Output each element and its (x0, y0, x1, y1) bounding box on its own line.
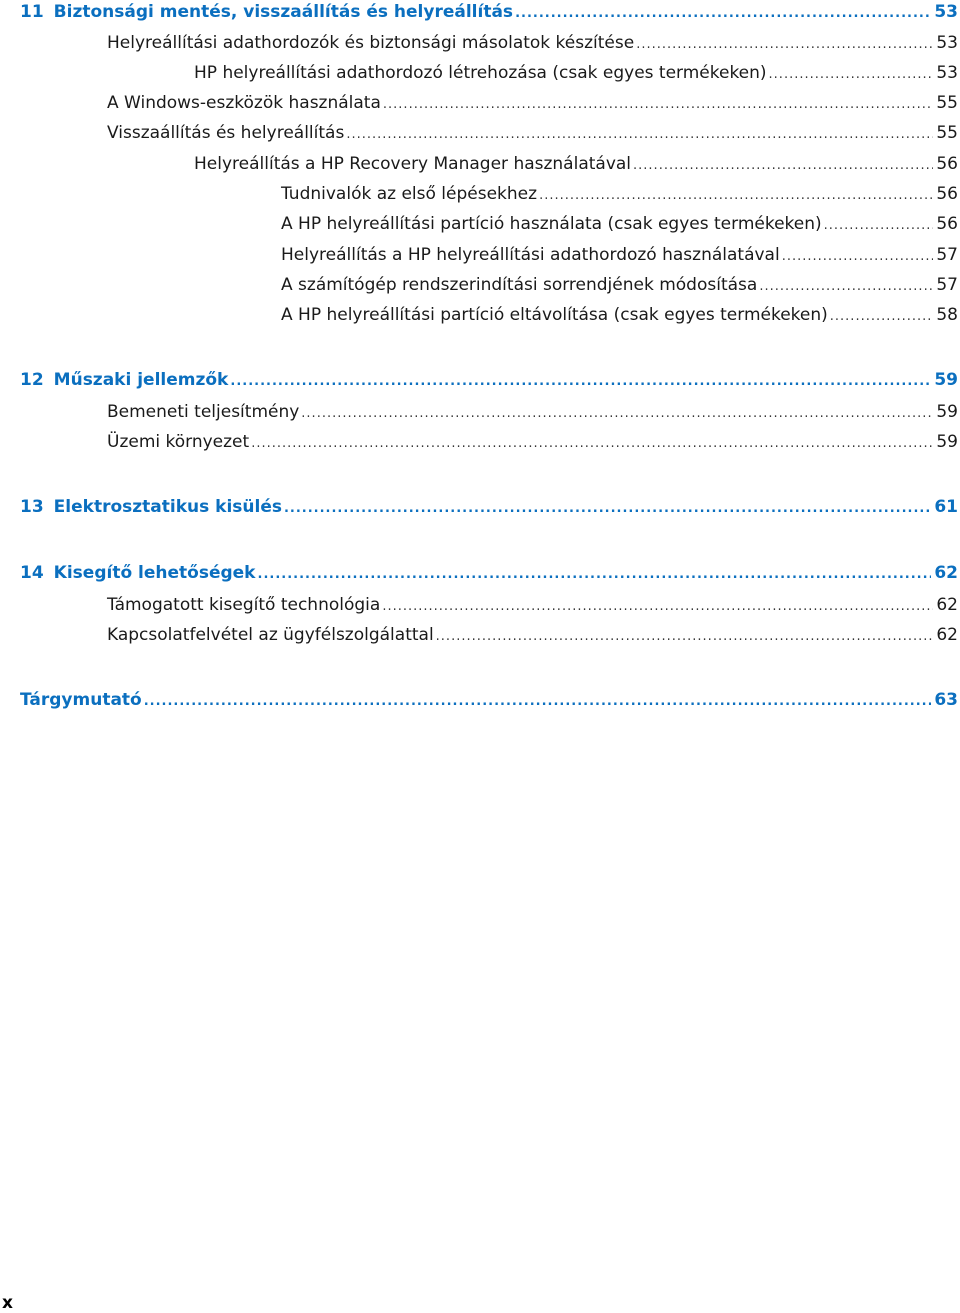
page-number: 59 (936, 432, 958, 452)
toc-index[interactable] (20, 688, 958, 712)
toc-chapter-12[interactable] (20, 368, 958, 392)
toc-entry[interactable] (107, 623, 958, 647)
page-number: 56 (936, 154, 958, 174)
dot-leader (633, 154, 933, 178)
dot-leader (251, 432, 933, 456)
entry-title: A számítógép rendszerindítási sorrendjének módosítása (281, 275, 758, 295)
dot-leader (144, 690, 932, 714)
chapter-heading (20, 495, 282, 519)
dot-leader (382, 595, 933, 619)
chapter-title: Kisegítő lehetőségek (53, 563, 256, 583)
page-number: 62 (936, 595, 958, 615)
entry-title: Támogatott kisegítő technológia (107, 595, 381, 615)
dot-leader (436, 625, 934, 649)
toc-entry[interactable] (107, 121, 958, 145)
toc-chapter-13[interactable] (20, 495, 958, 519)
page-number: 59 (934, 370, 958, 390)
page-number: 58 (936, 305, 958, 325)
chapter-title: Műszaki jellemzők (53, 370, 229, 390)
entry-title: Tudnivalók az első lépésekhez (281, 184, 538, 204)
page-number: 57 (936, 245, 958, 265)
dot-leader (824, 214, 934, 238)
entry-title: Helyreállítás a HP Recovery Manager használatával (194, 154, 632, 174)
toc-chapter-14[interactable] (20, 561, 958, 585)
toc-entry[interactable] (107, 430, 958, 454)
dot-leader (769, 63, 934, 87)
entry-title: HP helyreállítási adathordozó létrehozása (csak egyes termékeken) (194, 63, 767, 83)
dot-leader (782, 245, 934, 269)
dot-leader (636, 33, 933, 57)
entry-title: Helyreállítás a HP helyreállítási adathordozó használatával (281, 245, 780, 265)
page-number: 62 (934, 563, 958, 583)
dot-leader (230, 370, 931, 394)
page-number: 59 (936, 402, 958, 422)
page-number: 55 (936, 123, 958, 143)
dot-leader (258, 563, 932, 587)
toc-entry[interactable] (281, 273, 958, 297)
chapter-number: 12 (20, 370, 44, 390)
chapter-heading (20, 561, 256, 585)
entry-title: A Windows-eszközök használata (107, 93, 381, 113)
entry-title: Helyreállítási adathordozók és biztonsági másolatok készítése (107, 33, 635, 53)
dot-leader (515, 2, 931, 26)
page-number: 56 (936, 214, 958, 234)
entry-title: A HP helyreállítási partíció eltávolítása (csak egyes termékeken) (281, 305, 828, 325)
page-number: 55 (936, 93, 958, 113)
index-title: Tárgymutató (20, 690, 142, 710)
toc-entry[interactable] (281, 212, 958, 236)
entry-title: Visszaállítás és helyreállítás (107, 123, 345, 143)
dot-leader (383, 93, 933, 117)
toc-entry[interactable] (194, 61, 958, 85)
page-number: 53 (934, 2, 958, 22)
toc-entry[interactable] (194, 152, 958, 176)
page-number: 57 (936, 275, 958, 295)
chapter-heading (20, 0, 513, 24)
chapter-title: Elektrosztatikus kisülés (53, 497, 282, 517)
toc-entry[interactable] (107, 593, 958, 617)
dot-leader (284, 497, 931, 521)
toc-entry[interactable] (107, 400, 958, 424)
toc-entry[interactable] (281, 243, 958, 267)
dot-leader (301, 402, 933, 426)
chapter-heading (20, 368, 228, 392)
entry-title: Bemeneti teljesítmény (107, 402, 300, 422)
page-number: 53 (936, 33, 958, 53)
dot-leader (759, 275, 933, 299)
dot-leader (346, 123, 933, 147)
page-number: 63 (934, 690, 958, 710)
page-number: 56 (936, 184, 958, 204)
footer-page-label: x (2, 1293, 13, 1313)
page-number: 61 (934, 497, 958, 517)
page-number: 53 (936, 63, 958, 83)
entry-title: Kapcsolatfelvétel az ügyfélszolgálattal (107, 625, 434, 645)
toc-entry[interactable] (107, 91, 958, 115)
toc-entry[interactable] (107, 31, 958, 55)
page-number: 62 (936, 625, 958, 645)
entry-title: A HP helyreállítási partíció használata (csak egyes termékeken) (281, 214, 822, 234)
entry-title: Üzemi környezet (107, 432, 250, 452)
dot-leader (830, 305, 934, 329)
chapter-number: 11 (20, 2, 44, 22)
chapter-number: 13 (20, 497, 44, 517)
toc-entry[interactable] (281, 182, 958, 206)
chapter-title: Biztonsági mentés, visszaállítás és helyreállítás (53, 2, 514, 22)
toc-chapter-11[interactable] (20, 0, 958, 24)
dot-leader (539, 184, 933, 208)
toc-entry[interactable] (281, 303, 958, 327)
chapter-number: 14 (20, 563, 44, 583)
